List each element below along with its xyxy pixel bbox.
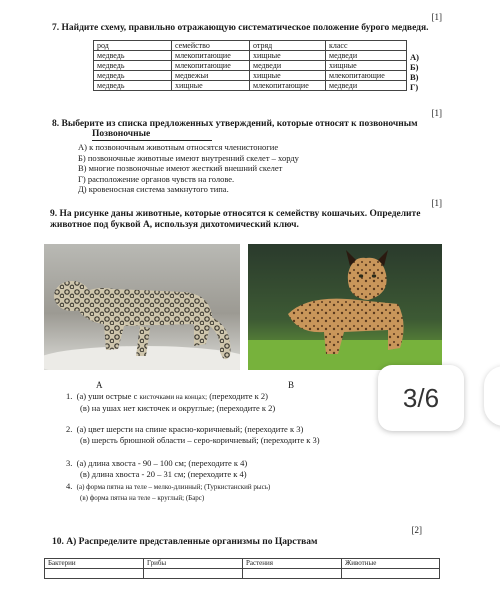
key-option-a-small: кисточками на концах; xyxy=(139,393,208,401)
key-option-b: (в) длина хвоста - 20 – 31 см; (переходите к 4) xyxy=(80,468,247,479)
table-cell: хищные xyxy=(172,81,250,91)
key-option-b: (в) на ушах нет кисточек и округлые; (переходите к 2) xyxy=(80,402,276,413)
table-row xyxy=(94,81,407,91)
key-option-b: (в) шерсть брюшной области – серо-коричневый; (переходите к 3) xyxy=(80,434,320,445)
key-option-a: (а) длина хвоста - 90 – 100 см; (переходите к 4) xyxy=(76,458,248,468)
table-cell: отряд xyxy=(250,41,326,51)
table-cell: медведь xyxy=(94,81,172,91)
q9-title-line2: животное под буквой А, используя дихотомический ключ. xyxy=(50,220,299,230)
dichotomous-key-1 xyxy=(66,391,386,413)
dichotomous-key-3 xyxy=(66,458,386,479)
q9-points: [1] xyxy=(431,198,442,208)
table-cell[interactable] xyxy=(144,569,243,579)
table-cell: млекопитающие xyxy=(172,61,250,71)
q8-points: [1] xyxy=(431,108,442,118)
key-option-a: (а) цвет шерсти на спине красно-коричневый; (переходите к 3) xyxy=(76,424,304,434)
label-animal-a: А xyxy=(96,380,103,390)
table-cell[interactable] xyxy=(342,569,440,579)
table-cell: медвежьи xyxy=(172,71,250,81)
key-option-a-post: (переходите к 2) xyxy=(207,391,269,401)
q8-options xyxy=(78,142,299,195)
table-cell: род xyxy=(94,41,172,51)
dichotomous-key-2 xyxy=(66,424,386,445)
key-number: 4. xyxy=(66,481,73,491)
table-cell: медведи xyxy=(326,51,407,61)
statement-g[interactable]: Г) расположение органов чувств на голове. xyxy=(78,173,235,184)
key-number: 3. xyxy=(66,458,73,468)
key-option-b: (в) форма пятна на теле – круглый; (Барс) xyxy=(80,493,205,502)
page-indicator: 3/6 xyxy=(378,365,464,431)
lynx-photo xyxy=(248,244,442,370)
answer-option-g[interactable]: Г) xyxy=(410,82,419,92)
table-cell: млекопитающие xyxy=(172,51,250,61)
key-option-a: (а) форма пятна на теле – мелко-длинный; (Туркистанский рысь) xyxy=(76,483,271,491)
table-header-cell: Грибы xyxy=(144,559,243,569)
dichotomous-key-4 xyxy=(66,481,406,503)
q10-title: 10. А) Распределите представленные организмы по Царствам xyxy=(52,537,318,547)
table-cell[interactable] xyxy=(243,569,342,579)
statement-b[interactable]: Б) позвоночные животные имеют внутренний скелет – хорду xyxy=(78,152,299,163)
table-cell: медведь xyxy=(94,71,172,81)
label-animal-b: В xyxy=(288,380,295,390)
key-number: 2. xyxy=(66,424,73,434)
statement-d[interactable]: Д) кровеносная система замкнутого типа. xyxy=(78,184,229,194)
table-cell: класс xyxy=(326,41,407,51)
q7-title: 7. Найдите схему, правильно отражающую систематическое положение бурого медведя. xyxy=(52,23,429,33)
q9-title: 9. На рисунке даны животные, которые относятся к семейству кошачьих. Определите xyxy=(50,209,421,219)
table-cell: медведи xyxy=(250,61,326,71)
table-cell: хищные xyxy=(250,51,326,61)
table-cell: хищные xyxy=(326,61,407,71)
statement-a[interactable]: А) к позвоночным животным относятся членистоногие xyxy=(78,142,279,152)
table-cell: хищные xyxy=(250,71,326,81)
table-row xyxy=(94,61,407,71)
table-cell: медведь xyxy=(94,51,172,61)
table-header-cell: Бактерии xyxy=(45,559,144,569)
q8-title: 8. Выберите из списка предложенных утверждений, которые относят к позвоночным xyxy=(52,119,418,129)
table-row xyxy=(94,71,407,81)
snow-leopard-photo xyxy=(44,244,240,370)
kingdoms-table xyxy=(44,558,440,579)
answer-option-b[interactable]: Б) xyxy=(410,62,419,72)
key-number: 1. xyxy=(66,391,73,401)
answer-option-v[interactable]: В) xyxy=(410,72,419,82)
table-row xyxy=(94,41,407,51)
table-cell: млекопитающие xyxy=(250,81,326,91)
table-cell[interactable] xyxy=(45,569,144,579)
table-row xyxy=(45,559,440,569)
q10-points: [2] xyxy=(411,525,422,535)
q7-answer-options xyxy=(410,52,419,92)
table-cell: медведи xyxy=(326,81,407,91)
key-option-a: (а) уши острые с xyxy=(76,391,140,401)
table-row xyxy=(45,569,440,579)
table-cell: млекопитающие xyxy=(326,71,407,81)
statement-v[interactable]: В) многие позвоночные имеют жесткий внешний скелет xyxy=(78,163,283,173)
table-header-cell: Растения xyxy=(243,559,342,569)
table-row xyxy=(94,51,407,61)
side-scroll-button[interactable] xyxy=(484,366,500,426)
table-header-cell: Животные xyxy=(342,559,440,569)
table-cell: медведь xyxy=(94,61,172,71)
table-cell: семейство xyxy=(172,41,250,51)
q8-title-line2: Позвоночные xyxy=(92,129,212,141)
q7-points: [1] xyxy=(431,12,442,22)
answer-option-a[interactable]: А) xyxy=(410,52,419,62)
q7-table xyxy=(93,40,407,91)
